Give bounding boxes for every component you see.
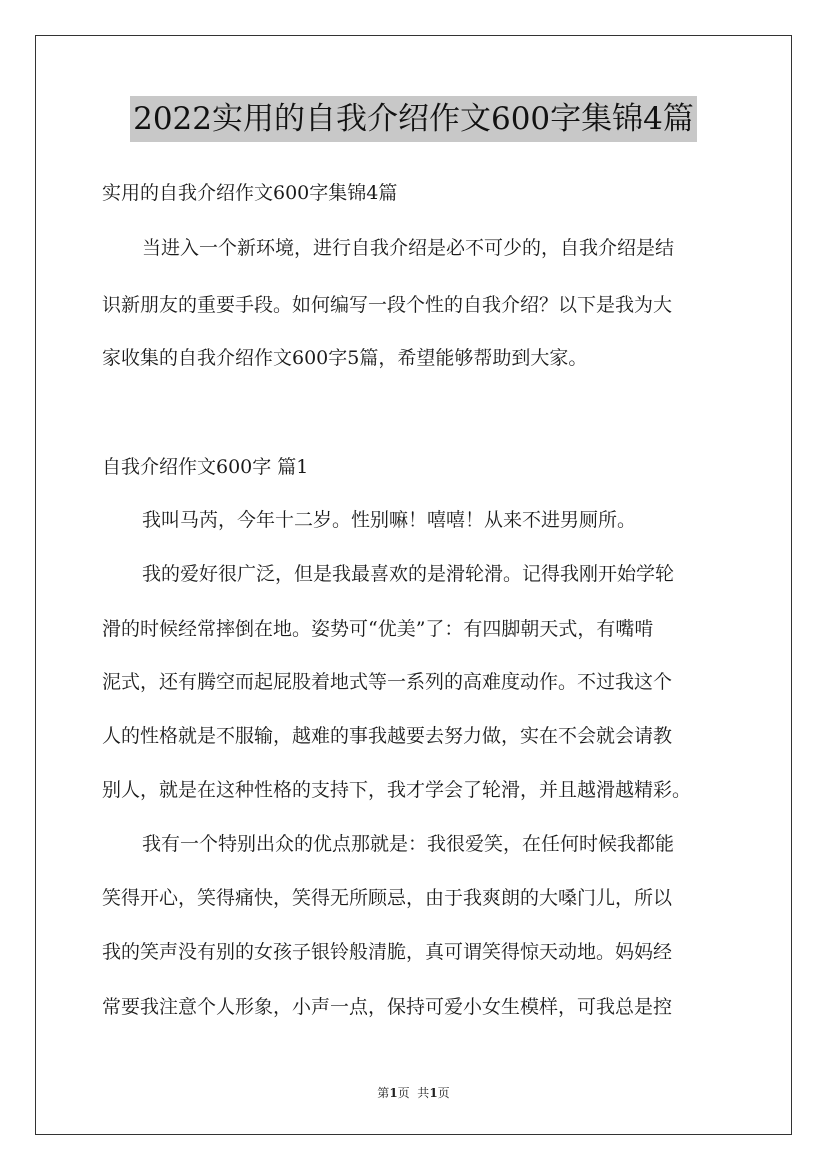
paragraph-2-line-1: 我的爱好很广泛，但是我最喜欢的是滑轮滑。记得我刚开始学轮	[142, 563, 675, 585]
footer-page-total: 1	[429, 1086, 438, 1100]
intro-line-1: 当进入一个新环境，进行自我介绍是必不可少的，自我介绍是结	[142, 237, 675, 259]
paragraph-3-line-3: 我的笑声没有别的女孩子银铃般清脆，真可谓笑得惊天动地。妈妈经	[102, 941, 673, 963]
footer-page-suffix: 页	[437, 1086, 450, 1100]
paragraph-2-line-2: 滑的时候经常摔倒在地。姿势可“优美”了：有四脚朝天式，有嘴啃	[102, 618, 654, 640]
intro-line-3: 家收集的自我介绍作文600字5篇，希望能够帮助到大家。	[102, 347, 588, 369]
intro-line-2: 识新朋友的重要手段。如何编写一段个性的自我介绍？以下是我为大	[102, 294, 673, 316]
paragraph-3-line-4: 常要我注意个人形象，小声一点，保持可爱小女生模样，可我总是控	[102, 996, 673, 1018]
paragraph-3-line-2: 笑得开心，笑得痛快，笑得无所顾忌，由于我爽朗的大嗓门儿，所以	[102, 887, 673, 909]
footer-page-prefix: 第	[377, 1086, 390, 1100]
document-title: 2022实用的自我介绍作文600字集锦4篇	[130, 96, 697, 142]
paragraph-2-line-5: 别人，就是在这种性格的支持下，我才学会了轮滑，并且越滑越精彩。	[102, 779, 692, 801]
document-subtitle: 实用的自我介绍作文600字集锦4篇	[102, 182, 398, 204]
paragraph-2-line-4: 人的性格就是不服输，越难的事我越要去努力做，实在不会就会请教	[102, 725, 673, 747]
footer-page-current: 1	[389, 1086, 398, 1100]
section-heading: 自我介绍作文600字 篇1	[102, 456, 309, 478]
footer-page-mid: 页 共	[397, 1086, 430, 1100]
page-footer	[0, 1084, 827, 1101]
paragraph-3-line-1: 我有一个特别出众的优点那就是：我很爱笑，在任何时候我都能	[142, 833, 675, 855]
title-container	[0, 96, 827, 142]
paragraph-2-line-3: 泥式，还有腾空而起屁股着地式等一系列的高难度动作。不过我这个	[102, 671, 673, 693]
paragraph-1-line-1: 我叫马芮，今年十二岁。性别嘛！嘻嘻！从来不进男厕所。	[142, 509, 637, 531]
